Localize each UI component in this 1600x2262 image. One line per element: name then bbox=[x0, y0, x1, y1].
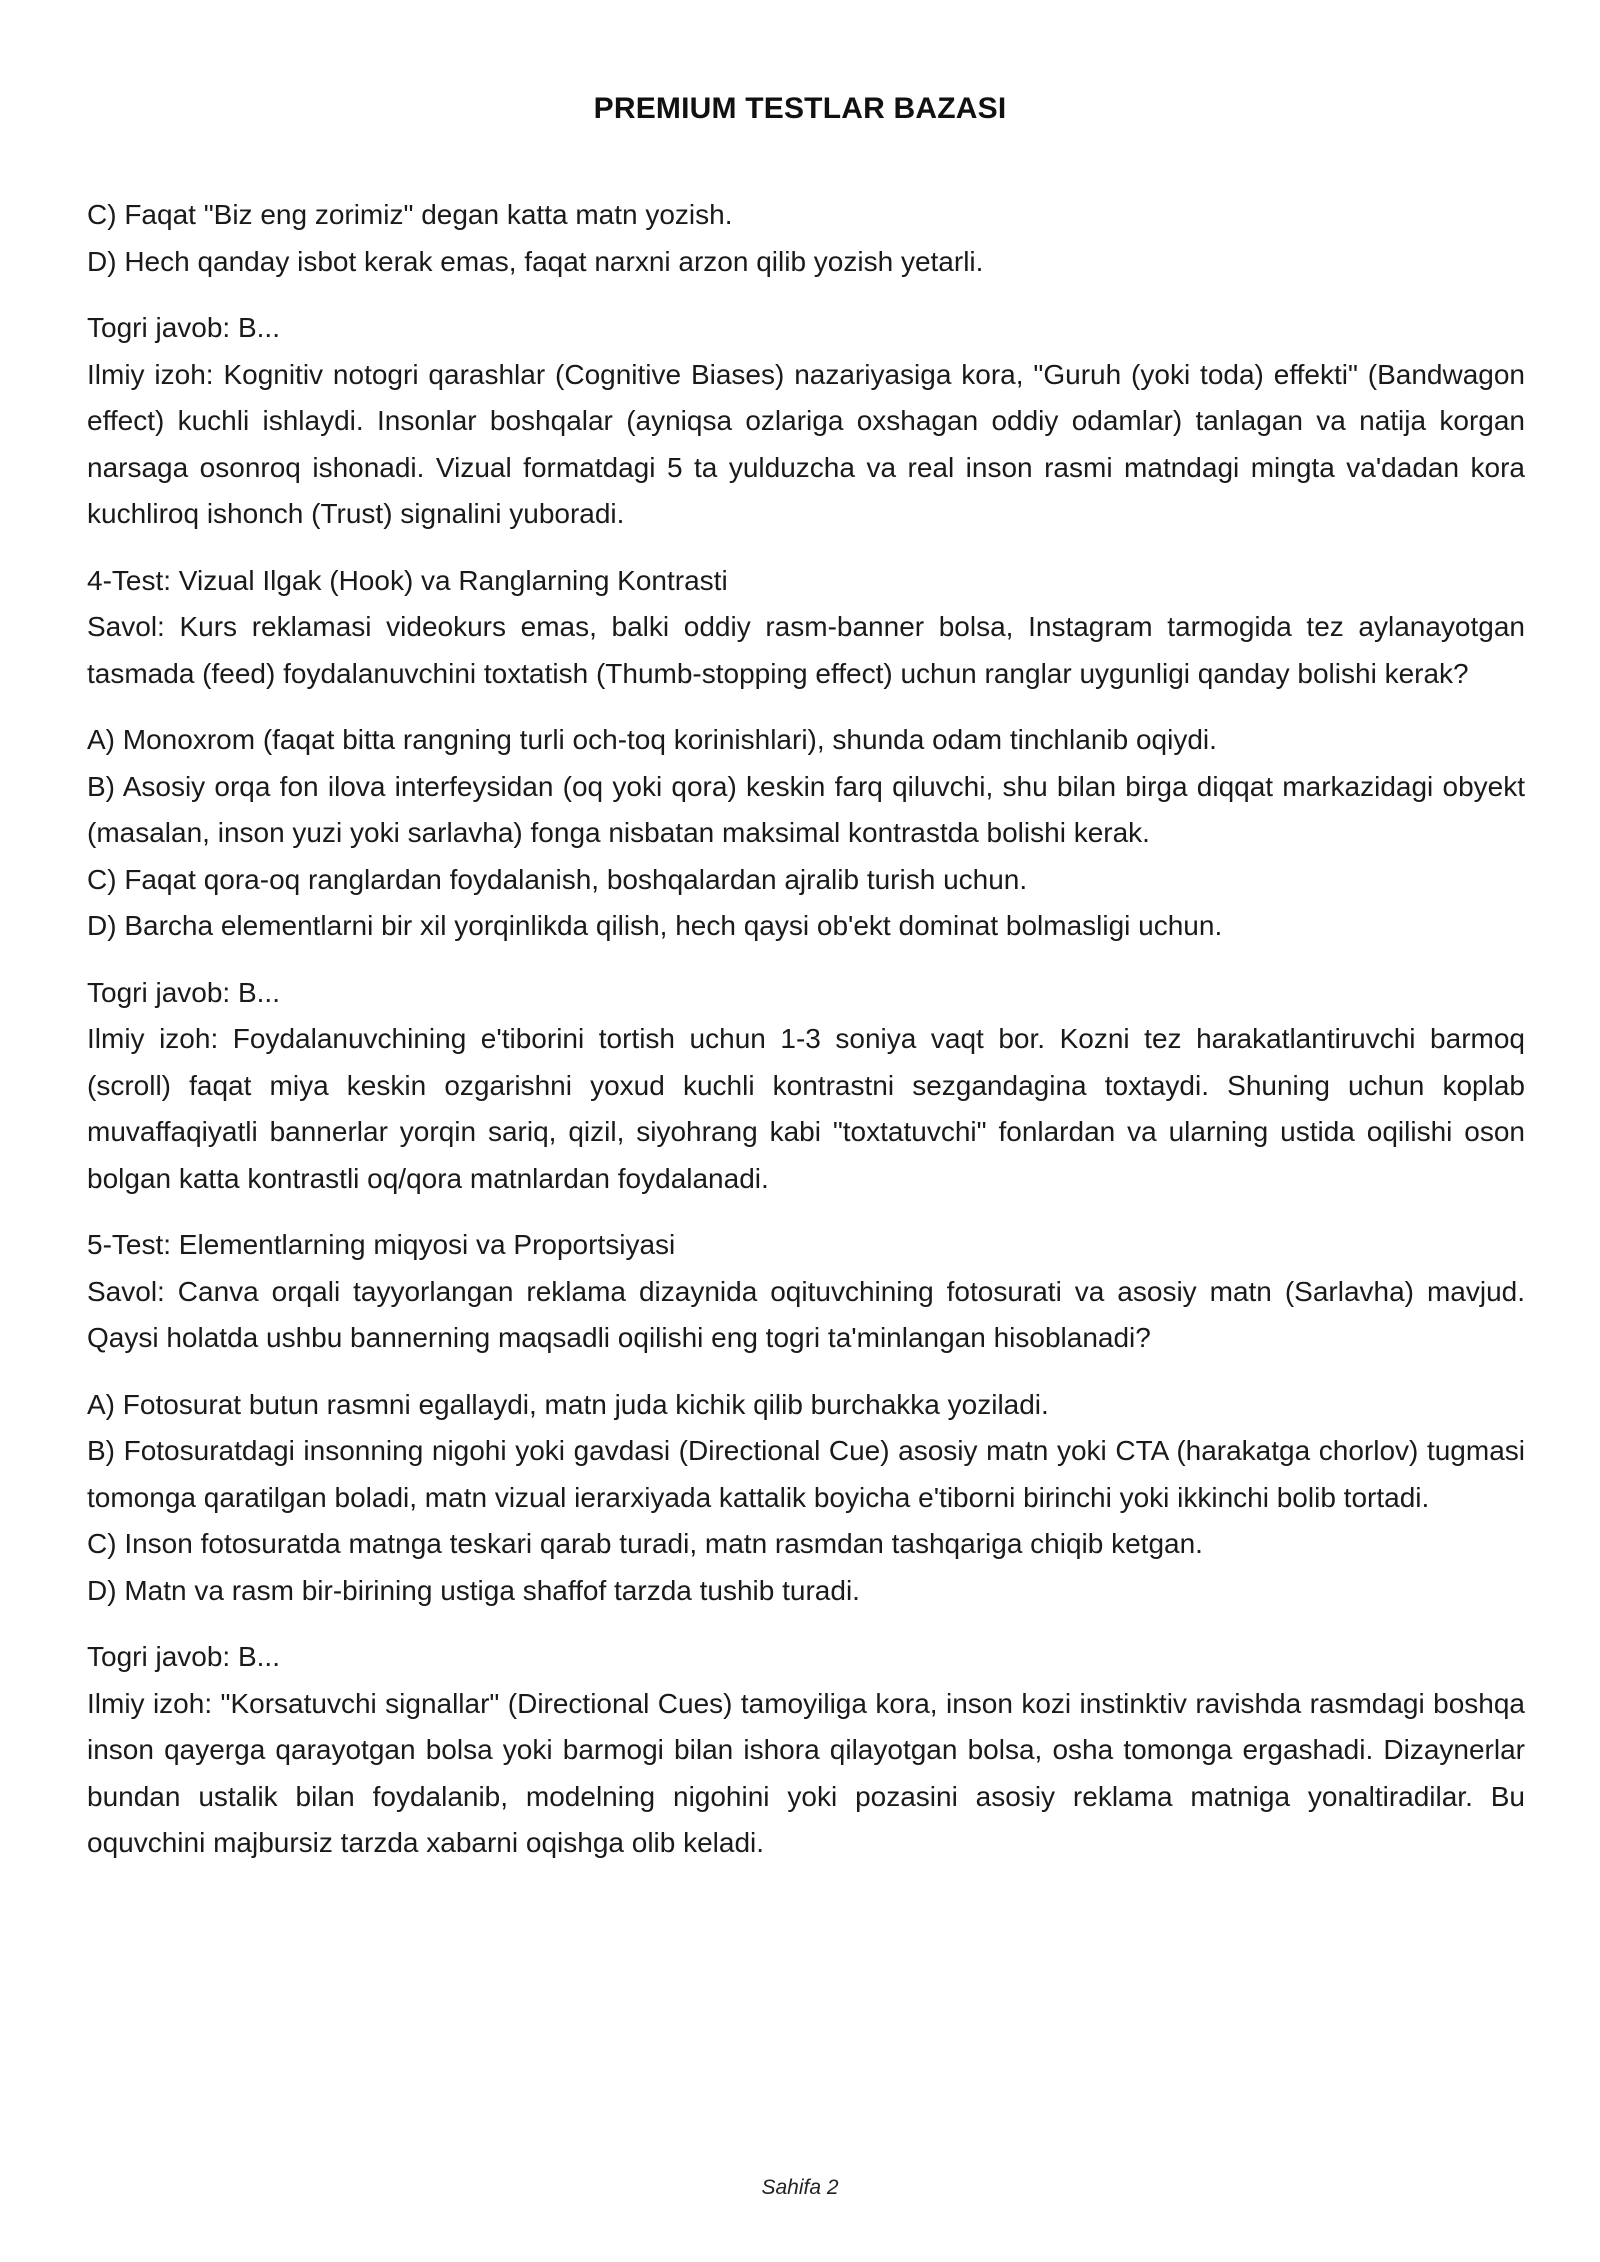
test4-option-c: C) Faqat qora-oq ranglardan foydalanish, boshqalardan ajralib turish uchun. bbox=[87, 863, 1028, 895]
test4-question: Savol: Kurs reklamasi videokurs emas, balki oddiy rasm-banner bolsa, Instagram tarmogida tez aylanayotgan tasmada (feed) foydalanuvchini toxtatish (Thumb-stopping effect) uchun ranglar uygunligi qanday bolishi kerak? bbox=[87, 611, 1525, 689]
test3-option-d: D) Hech qanday isbot kerak emas, faqat narxni arzon qilib yozish yetarli. bbox=[87, 245, 984, 277]
test4-title: 4-Test: Vizual Ilgak (Hook) va Ranglarning Kontrasti bbox=[87, 564, 728, 596]
test5-answer: Togri javob: B... bbox=[87, 1641, 280, 1672]
test3-answer: Togri javob: B... bbox=[87, 312, 280, 343]
test4-option-b: B) Asosiy orqa fon ilova interfeysidan (oq yoki qora) keskin farq qiluvchi, shu bilan birga diqqat markazidagi obyekt (masalan, inson yuzi yoki sarlavha) fonga nisbatan maksimal kontrastda bolishi kerak. bbox=[87, 770, 1525, 848]
test4-answer: Togri javob: B... bbox=[87, 976, 280, 1008]
test4-option-a: A) Monoxrom (faqat bitta rangning turli och-toq korinishlari), shunda odam tinchlanib oqiydi. bbox=[87, 724, 1217, 755]
test3-option-c: C) Faqat "Biz eng zorimiz" degan katta matn yozish. bbox=[87, 199, 733, 230]
test5-option-d: D) Matn va rasm bir-birining ustiga shaffof tarzda tushib turadi. bbox=[87, 1574, 860, 1606]
page-number: Sahifa 2 bbox=[761, 2176, 839, 2199]
test4-option-d: D) Barcha elementlarni bir xil yorqinlikda qilish, hech qaysi ob'ekt dominat bolmasligi uchun. bbox=[87, 910, 1223, 941]
test5-option-b: B) Fotosuratdagi insonning nigohi yoki gavdasi (Directional Cue) asosiy matn yoki CTA (harakatga chorlov) tugmasi tomonga qaratilgan boladi, matn vizual ierarxiyada kattalik boyicha e'tiborni birinchi yoki ikkinchi bolib tortadi. bbox=[87, 1435, 1525, 1513]
test5-question: Savol: Canva orqali tayyorlangan reklama dizaynida oqituvchining fotosurati va asosiy matn (Sarlavha) mavjud. Qaysi holatda ushbu bannerning maqsadli oqilishi eng togri ta'minlangan hisoblanadi? bbox=[87, 1275, 1525, 1353]
test5-title: 5-Test: Elementlarning miqyosi va Proportsiyasi bbox=[87, 1229, 676, 1260]
test5-option-c: C) Inson fotosuratda matnga teskari qarab turadi, matn rasmdan tashqariga chiqib ketgan. bbox=[87, 1528, 1203, 1559]
page-title: PREMIUM TESTLAR BAZASI bbox=[593, 92, 1007, 125]
test5-option-a: A) Fotosurat butun rasmni egallaydi, matn juda kichik qilib burchakka yoziladi. bbox=[87, 1388, 1049, 1420]
document-body bbox=[87, 192, 1525, 1867]
test5-explanation: Ilmiy izoh: "Korsatuvchi signallar" (Directional Cues) tamoyiliga kora, inson kozi instinktiv ravishda rasmdagi boshqa inson qayerga qarayotgan bolsa yoki barmogi bilan ishora qilayotgan bolsa, osha tomonga ergashadi. Dizaynerlar bundan ustalik bilan foydalanib, modelning nigohini yoki pozasini asosiy reklama matniga yonaltiradilar. Bu oquvchini majbursiz tarzda xabarni oqishga olib keladi. bbox=[87, 1687, 1525, 1858]
test3-explanation: Ilmiy izoh: Kognitiv notogri qarashlar (Cognitive Biases) nazariyasiga kora, "Guruh (yoki toda) effekti" (Bandwagon effect) kuchli ishlaydi. Insonlar boshqalar (ayniqsa ozlariga oxshagan oddiy odamlar) tanlagan va natija korgan narsaga osonroq ishonadi. Vizual formatdagi 5 ta yulduzcha va real inson rasmi matndagi mingta va'dadan kora kuchliroq ishonch (Trust) signalini yuboradi. bbox=[87, 358, 1525, 529]
test4-explanation: Ilmiy izoh: Foydalanuvchining e'tiborini tortish uchun 1-3 soniya vaqt bor. Kozni tez harakatlantiruvchi barmoq (scroll) faqat miya keskin ozgarishni yoxud kuchli kontrastni sezgandagina toxtaydi. Shuning uchun koplab muvaffaqiyatli bannerlar yorqin sariq, qizil, siyohrang kabi "toxtatuvchi" fonlardan va ularning ustida oqilishi oson bolgan katta kontrastli oq/qora matnlardan foydalanadi. bbox=[87, 1023, 1525, 1194]
